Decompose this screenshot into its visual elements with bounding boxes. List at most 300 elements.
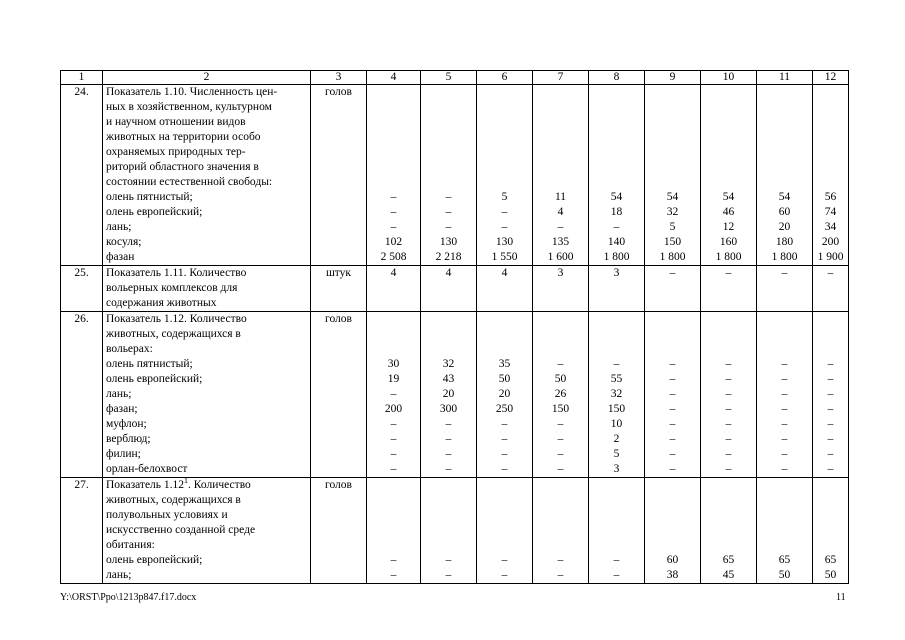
cell-value: 55 [610,373,623,385]
header-cell: 10 [701,71,757,85]
cell-value [757,100,812,115]
description-line: олень европейский; [106,206,203,218]
header-cell: 3 [311,71,367,85]
cell-value: 19 [387,373,400,385]
cell-value [589,130,644,145]
description-line: Показатель 1.11. Количество [106,267,247,279]
value-cell [477,266,533,312]
cell-value: 54 [666,191,679,203]
cell-value: – [557,418,564,430]
cell-value: – [390,463,397,475]
cell-value: 18 [610,206,623,218]
cell-value: – [501,206,508,218]
value-cell [813,85,849,266]
header-cell: 6 [477,71,533,85]
value-cell [533,85,589,266]
cell-value [533,523,588,538]
cell-value [701,160,756,175]
value-cell [367,266,421,312]
row-description [103,266,311,312]
cell-value [367,130,420,145]
cell-value [421,160,476,175]
cell-value: 1 900 [817,251,844,263]
cell-value: – [445,221,452,233]
header-cell: 5 [421,71,477,85]
header-cell: 4 [367,71,421,85]
cell-value [533,130,588,145]
cell-value: 4 [501,267,508,279]
description-line: олень пятнистый; [106,358,193,370]
description-line: орлан-белохвост [106,463,188,475]
cell-value: – [501,221,508,233]
description-line: животных, содержащихся в [106,494,241,506]
value-cell [533,478,589,584]
footer-file-path: Y:\ORST\Ppo\1213p847.f17.docx [60,592,197,603]
cell-value: 50 [498,373,511,385]
cell-value [533,145,588,160]
cell-value: 102 [384,236,403,248]
cell-value [813,312,848,327]
description-line: содержания животных [106,297,217,309]
cell-value [757,538,812,553]
cell-value [701,312,756,327]
cell-value [813,85,848,100]
cell-value [421,478,476,493]
cell-value: 5 [613,448,620,460]
cell-value: – [781,267,788,279]
cell-value: – [725,388,732,400]
cell-value: 3 [613,267,620,279]
cell-value [367,493,420,508]
cell-value [589,493,644,508]
cell-value: 20 [498,388,511,400]
cell-value [701,538,756,553]
cell-value: 56 [824,191,837,203]
indicator-table [60,70,849,584]
cell-value [645,175,700,190]
cell-value: 32 [610,388,623,400]
cell-value: – [501,569,508,581]
cell-value [367,85,420,100]
cell-value [645,538,700,553]
cell-value [701,478,756,493]
cell-value [421,130,476,145]
cell-value: – [827,388,834,400]
description-line: верблюд; [106,433,151,445]
cell-value: – [445,433,452,445]
cell-value: – [501,554,508,566]
cell-value [533,508,588,523]
cell-value [589,342,644,357]
cell-value: 65 [778,554,791,566]
cell-value [645,130,700,145]
cell-value [421,312,476,327]
cell-value: 12 [722,221,735,233]
value-cell [367,478,421,584]
cell-value: – [557,433,564,445]
cell-value: 11 [554,191,567,203]
cell-value: – [613,221,620,233]
description-line: искусственно созданной среде [106,524,256,536]
cell-value: 300 [439,403,458,415]
cell-value [477,342,532,357]
cell-value [533,100,588,115]
cell-value: 60 [666,554,679,566]
table-row [61,312,849,478]
description-line: фазан; [106,403,138,415]
row-description [103,312,311,478]
description-line: Показатель 1.12$^1$. Количество [106,476,251,491]
cell-value: 65 [722,554,735,566]
cell-value [701,342,756,357]
row-description [103,85,311,266]
cell-value: 74 [824,206,837,218]
cell-value [589,115,644,130]
cell-value [645,523,700,538]
cell-value: 34 [824,221,837,233]
cell-value [813,145,848,160]
cell-value: – [827,418,834,430]
cell-value: – [669,358,676,370]
cell-value: 54 [610,191,623,203]
cell-value: 2 [613,433,620,445]
description-line: Показатель 1.10. Численность цен- [106,86,278,98]
cell-value: 32 [442,358,455,370]
cell-value: 150 [607,403,626,415]
cell-value [421,508,476,523]
cell-value: – [669,267,676,279]
cell-value [701,145,756,160]
cell-value: – [390,418,397,430]
cell-value [645,145,700,160]
cell-value [421,85,476,100]
cell-value: 26 [554,388,567,400]
cell-value [757,478,812,493]
cell-value: – [557,448,564,460]
cell-value [645,478,700,493]
description-line: вольерных комплексов для [106,282,238,294]
description-line: охраняемых природных тер- [106,146,246,158]
cell-value: – [669,403,676,415]
cell-value [533,493,588,508]
cell-value: – [725,448,732,460]
row-unit: голов [311,85,367,266]
cell-value [757,115,812,130]
cell-value: 35 [498,358,511,370]
description-line: фазан [106,251,135,263]
value-cell [645,266,701,312]
cell-value [645,327,700,342]
value-cell [813,266,849,312]
cell-value: – [390,221,397,233]
value-cell [645,312,701,478]
cell-value [813,508,848,523]
cell-value: 130 [439,236,458,248]
cell-value [813,538,848,553]
cell-value [477,493,532,508]
cell-value [757,312,812,327]
table-row [61,266,849,312]
table-row [61,478,849,584]
cell-value: – [827,463,834,475]
cell-value [477,312,532,327]
cell-value [757,145,812,160]
row-description [103,478,311,584]
cell-value: 200 [821,236,840,248]
cell-value: 130 [495,236,514,248]
cell-value [367,538,420,553]
cell-value: 50 [824,569,837,581]
cell-value [589,327,644,342]
cell-value [367,478,420,493]
cell-value: – [445,569,452,581]
cell-value [701,523,756,538]
cell-value: – [725,358,732,370]
cell-value [757,342,812,357]
cell-value [813,130,848,145]
description-line: животных, содержащихся в [106,328,241,340]
row-unit: штук [311,266,367,312]
cell-value: 5 [501,191,508,203]
cell-value [813,342,848,357]
value-cell [533,312,589,478]
cell-value: 1 800 [715,251,742,263]
cell-value [645,100,700,115]
cell-value [533,342,588,357]
cell-value [477,115,532,130]
cell-value [645,493,700,508]
cell-value: – [501,418,508,430]
cell-value [477,523,532,538]
description-line: животных на территории особо [106,131,261,143]
cell-value [533,478,588,493]
cell-value: – [781,373,788,385]
cell-value: 60 [778,206,791,218]
cell-value: 32 [666,206,679,218]
description-line: риторий областного значения в [106,161,259,173]
value-cell [701,266,757,312]
cell-value: – [781,403,788,415]
value-cell [757,85,813,266]
cell-value [645,160,700,175]
value-cell [589,312,645,478]
cell-value [421,175,476,190]
cell-value [367,312,420,327]
cell-value [533,160,588,175]
value-cell [701,85,757,266]
cell-value: 1 800 [659,251,686,263]
cell-value [813,100,848,115]
cell-value: 250 [495,403,514,415]
value-cell [367,312,421,478]
value-cell [477,312,533,478]
cell-value: – [557,221,564,233]
cell-value: 160 [719,236,738,248]
cell-value: – [725,463,732,475]
value-cell [533,266,589,312]
cell-value: 46 [722,206,735,218]
description-line: муфлон; [106,418,147,430]
cell-value: – [501,463,508,475]
cell-value: 45 [722,569,735,581]
value-cell [701,312,757,478]
cell-value [589,508,644,523]
cell-value [367,523,420,538]
description-line: олень европейский; [106,554,203,566]
description-line: олень пятнистый; [106,191,193,203]
cell-value: 4 [390,267,397,279]
cell-value [421,100,476,115]
cell-value [367,100,420,115]
cell-value: – [390,554,397,566]
description-line: состоянии естественной свободы: [106,176,273,188]
cell-value [701,85,756,100]
cell-value [367,508,420,523]
cell-value [757,175,812,190]
cell-value [813,115,848,130]
cell-value [813,493,848,508]
cell-value [367,160,420,175]
description-line: олень европейский; [106,373,203,385]
cell-value [533,538,588,553]
cell-value [589,85,644,100]
cell-value: – [725,373,732,385]
cell-value: 2 508 [380,251,407,263]
cell-value: – [445,418,452,430]
value-cell [757,266,813,312]
cell-value [813,175,848,190]
value-cell [813,478,849,584]
cell-value: – [390,191,397,203]
cell-value [813,478,848,493]
cell-value: 54 [778,191,791,203]
header-cell: 9 [645,71,701,85]
cell-value [757,523,812,538]
cell-value: – [445,206,452,218]
description-line: филин; [106,448,141,460]
cell-value [477,508,532,523]
cell-value: 150 [551,403,570,415]
cell-value [421,342,476,357]
value-cell [757,312,813,478]
cell-value: – [781,358,788,370]
description-line: и научном отношении видов [106,116,246,128]
cell-value [367,175,420,190]
cell-value: – [827,403,834,415]
cell-value [477,538,532,553]
value-cell [645,85,701,266]
cell-value: 43 [442,373,455,385]
cell-value [645,342,700,357]
value-cell [477,478,533,584]
cell-value [645,508,700,523]
cell-value [701,100,756,115]
cell-value: – [445,191,452,203]
cell-value: – [669,388,676,400]
cell-value: – [725,267,732,279]
row-number: 26. [61,312,103,478]
cell-value: – [445,448,452,460]
cell-value [645,85,700,100]
cell-value [813,327,848,342]
description-line: лань; [106,221,132,233]
cell-value [421,538,476,553]
cell-value [757,160,812,175]
header-cell: 1 [61,71,103,85]
cell-value [367,145,420,160]
cell-value [589,145,644,160]
description-line: ных в хозяйственном, культурном [106,101,272,113]
cell-value [589,100,644,115]
cell-value: – [613,358,620,370]
cell-value: 5 [669,221,676,233]
cell-value: – [501,433,508,445]
cell-value: 20 [442,388,455,400]
cell-value [477,85,532,100]
cell-value: 150 [663,236,682,248]
cell-value: – [613,554,620,566]
cell-value: 54 [722,191,735,203]
cell-value [757,493,812,508]
cell-value: – [613,569,620,581]
description-line: Показатель 1.12. Количество [106,313,247,325]
row-unit: голов [311,312,367,478]
cell-value [421,327,476,342]
cell-value [701,115,756,130]
cell-value: – [445,554,452,566]
cell-value: 180 [775,236,794,248]
cell-value: – [669,373,676,385]
cell-value: 50 [554,373,567,385]
cell-value: – [501,448,508,460]
cell-value: 50 [778,569,791,581]
cell-value [813,160,848,175]
row-number: 25. [61,266,103,312]
cell-value [757,85,812,100]
cell-value [645,312,700,327]
row-number: 27. [61,478,103,584]
cell-value [477,145,532,160]
cell-value [533,327,588,342]
cell-value: – [827,267,834,279]
cell-value [589,523,644,538]
cell-value: – [390,206,397,218]
description-line: вольерах: [106,343,153,355]
table-header-row [61,71,849,85]
cell-value [757,327,812,342]
cell-value [813,523,848,538]
cell-value: 65 [824,554,837,566]
cell-value [367,327,420,342]
description-line: лань; [106,388,132,400]
value-cell [477,85,533,266]
value-cell [813,312,849,478]
value-cell [421,85,477,266]
cell-value: – [557,569,564,581]
value-cell [757,478,813,584]
cell-value [533,312,588,327]
cell-value: – [827,358,834,370]
description-line: косуля; [106,236,142,248]
cell-value: – [445,463,452,475]
cell-value: – [390,448,397,460]
cell-value [645,115,700,130]
cell-value: 10 [610,418,623,430]
cell-value: 1 550 [491,251,518,263]
cell-value: – [781,448,788,460]
cell-value [701,327,756,342]
cell-value: 4 [557,206,564,218]
